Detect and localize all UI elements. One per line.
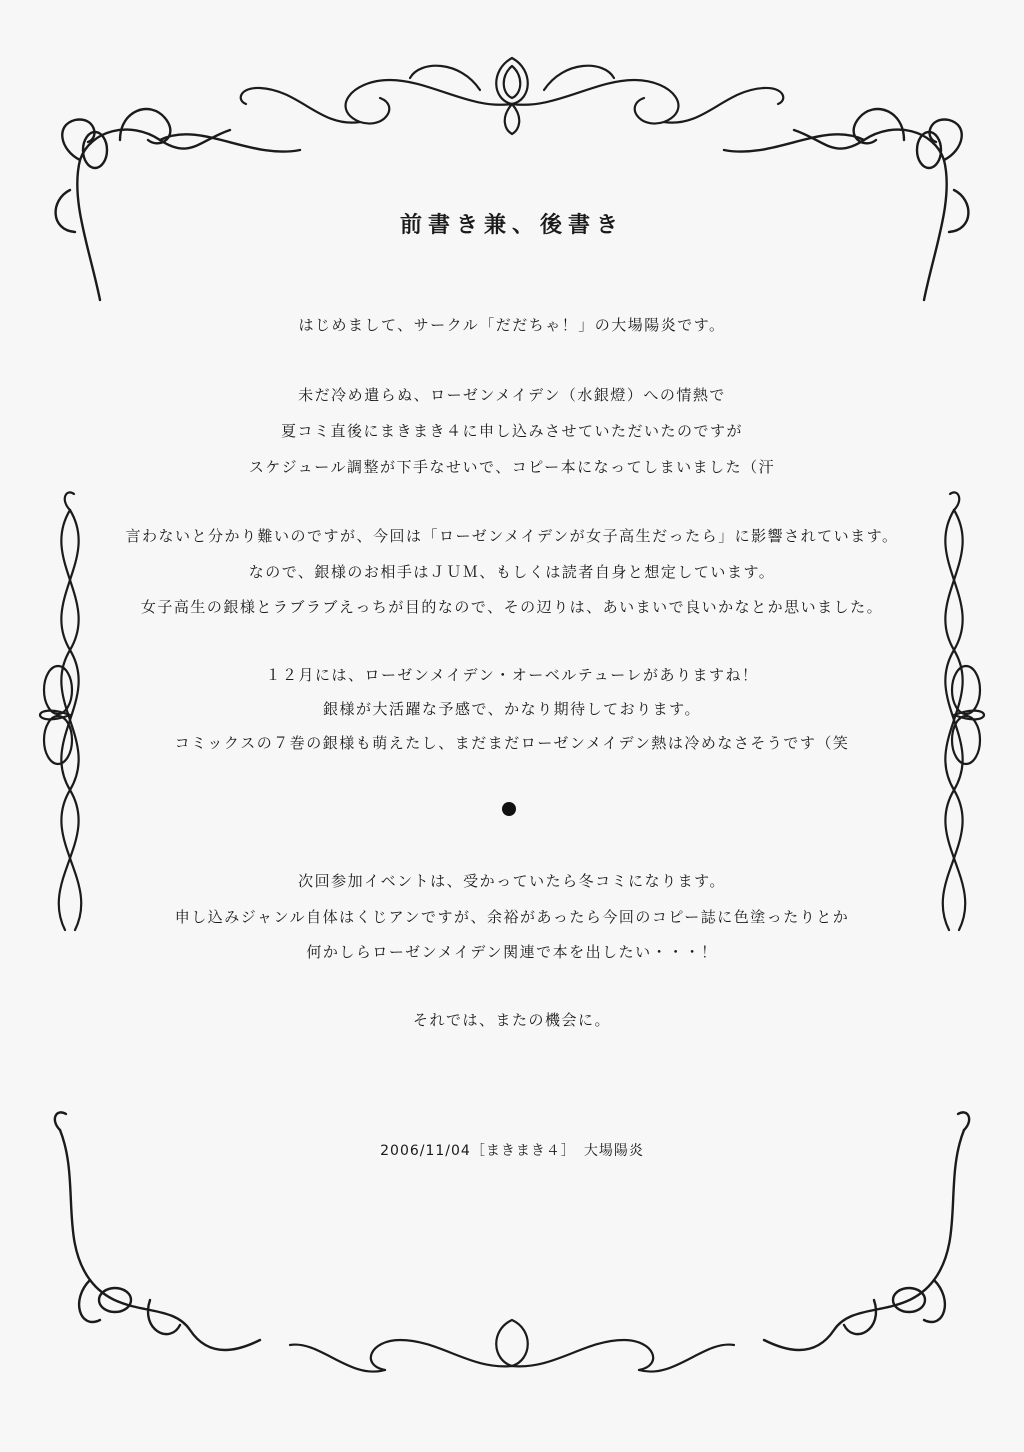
corner-flourish-top-right — [724, 109, 968, 300]
text-line: 銀様が大活躍な予感で、かなり期待しております。 — [322, 700, 701, 718]
text-line: 何かしらローゼンメイデン関連で本を出したい・・・！ — [306, 943, 718, 961]
date-signature: 2006/11/04［まきまき４］ 大場陽炎 — [380, 1143, 644, 1159]
closing-line: それでは、またの機会に。 — [412, 1011, 611, 1029]
separator-dot — [502, 802, 516, 816]
text-line: 申し込みジャンル自体はくじアンですが、余裕があったら今回のコピー誌に色塗ったりとか — [174, 908, 850, 926]
text-line: 夏コミ直後にまきまき４に申し込みさせていただいたのですが — [280, 422, 743, 440]
text-line: スケジュール調整が下手なせいで、コピー本になってしまいました（汗 — [248, 458, 776, 476]
corner-flourish-top-left — [56, 109, 300, 300]
side-vine-right — [943, 492, 984, 930]
page-title: 前書き兼、後書き — [399, 213, 624, 238]
greeting-line: はじめまして、サークル「だだちゃ！」の大場陽炎です。 — [298, 316, 726, 334]
text-line: 未だ冷め遣らぬ、ローゼンメイデン（水銀燈）への情熱で — [298, 386, 726, 404]
side-vine-left — [40, 492, 81, 930]
bottom-flourish-ornament — [290, 1320, 734, 1372]
text-line: コミックスの７巻の銀様も萌えたし、まだまだローゼンメイデン熱は冷めなさそうです（笑 — [174, 734, 850, 752]
text-line: １２月には、ローゼンメイデン・オーベルテューレがありますね！ — [265, 666, 759, 684]
text-line: 言わないと分かり難いのですが、今回は「ローゼンメイデンが女子高生だったら」に影響されています。 — [125, 527, 899, 545]
text-line: なので、銀様のお相手はＪＵＭ、もしくは読者自身と想定しています。 — [248, 563, 776, 581]
text-line: 次回参加イベントは、受かっていたら冬コミになります。 — [298, 872, 726, 890]
top-flourish-ornament — [241, 58, 784, 134]
text-line: 女子高生の銀様とラブラブえっちが目的なので、その辺りは、あいまいで良いかなとか思いました。 — [140, 598, 884, 616]
